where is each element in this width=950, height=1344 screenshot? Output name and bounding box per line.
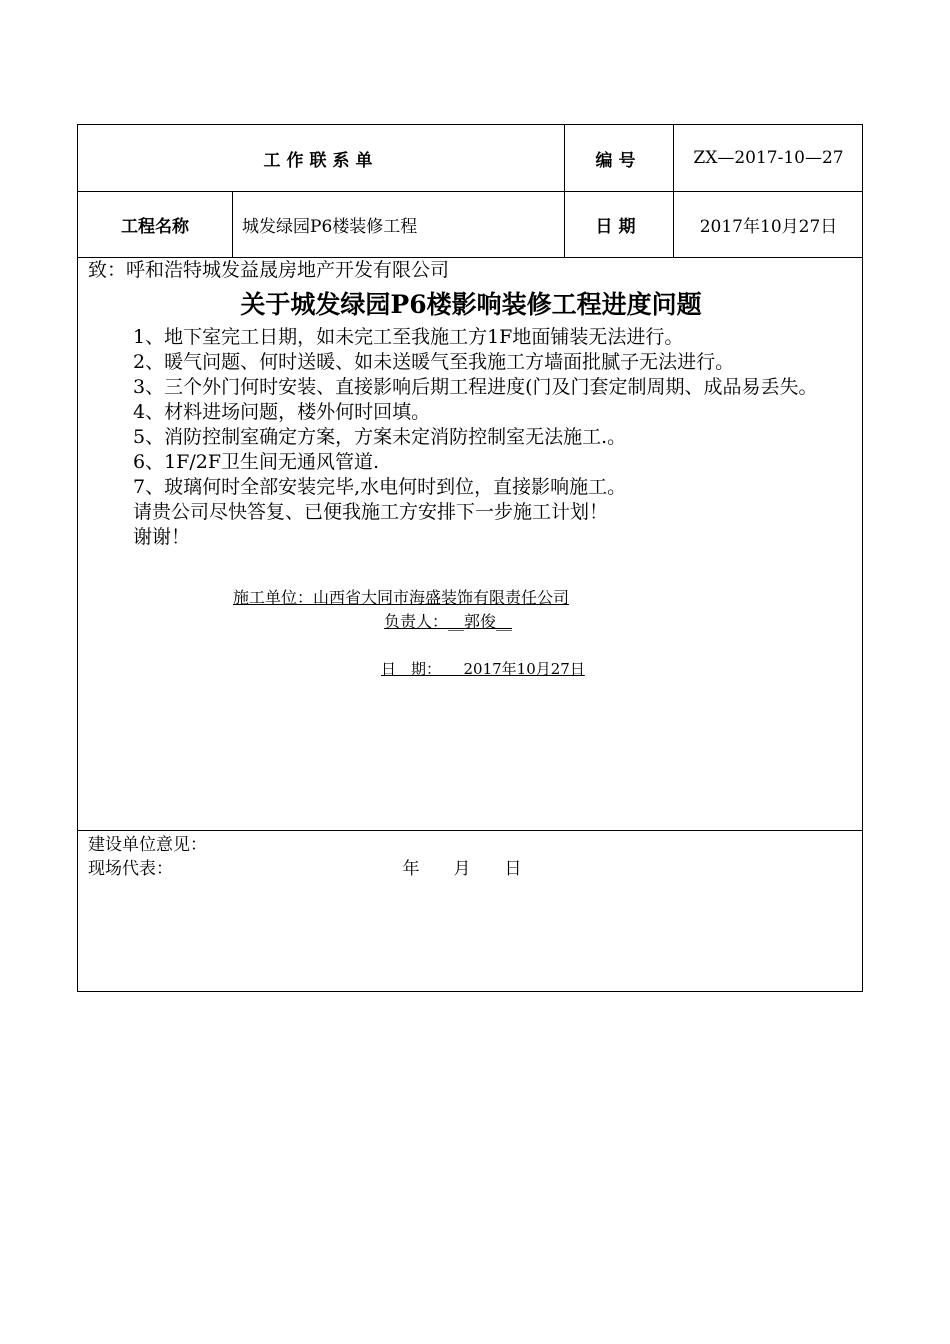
list-item: 7、玻璃何时全部安装完毕,水电何时到位，直接影响施工。 xyxy=(133,476,627,498)
contact-form xyxy=(77,124,863,992)
closing-thanks: 谢谢！ xyxy=(133,526,191,548)
date-value: 2017年10月27日 xyxy=(699,216,838,237)
number-label: 编号 xyxy=(595,150,642,171)
recipient: 致：呼和浩特城发益晟房地产开发有限公司 xyxy=(88,259,450,281)
letter-body xyxy=(88,258,854,550)
number-value: ZX—2017-10—27 xyxy=(693,148,844,168)
project-value: 城发绿园P6楼装修工程 xyxy=(242,216,418,237)
site-representative-line: 现场代表： 年 月 日 xyxy=(88,859,522,879)
list-item: 3、三个外门何时安装、直接影响后期工程进度(门及门套定制周期、成品易丢失。 xyxy=(133,376,818,398)
owner-opinion-label: 建设单位意见： xyxy=(88,835,207,855)
date-label: 日期 xyxy=(595,216,642,237)
form-title: 工作联系单 xyxy=(263,150,379,171)
list-item: 4、材料进场问题，楼外何时回填。 xyxy=(133,401,431,423)
closing-request: 请贵公司尽快答复、已便我施工方安排下一步施工计划！ xyxy=(133,501,609,523)
list-item: 1、地下室完工日期，如未完工至我施工方1F地面铺装无法进行。 xyxy=(133,326,684,348)
list-item: 5、消防控制室确定方案，方案未定消防控制室无法施工.。 xyxy=(133,426,627,448)
project-label: 工程名称 xyxy=(121,216,189,237)
row-divider-3 xyxy=(78,830,862,831)
list-item: 6、1F/2F卫生间无通风管道. xyxy=(133,451,380,473)
list-item: 2、暖气问题、何时送暖、如未送暖气至我施工方墙面批腻子无法进行。 xyxy=(133,351,735,373)
letter-subject: 关于城发绿园P6楼影响装修工程进度问题 xyxy=(240,290,702,319)
contractor-name: 施工单位：山西省大同市海盛装饰有限责任公司 xyxy=(233,588,570,607)
sign-date: 日 期： 2017年10月27日 xyxy=(381,660,585,678)
person-in-charge: 负责人：__郭俊__ xyxy=(384,612,513,631)
